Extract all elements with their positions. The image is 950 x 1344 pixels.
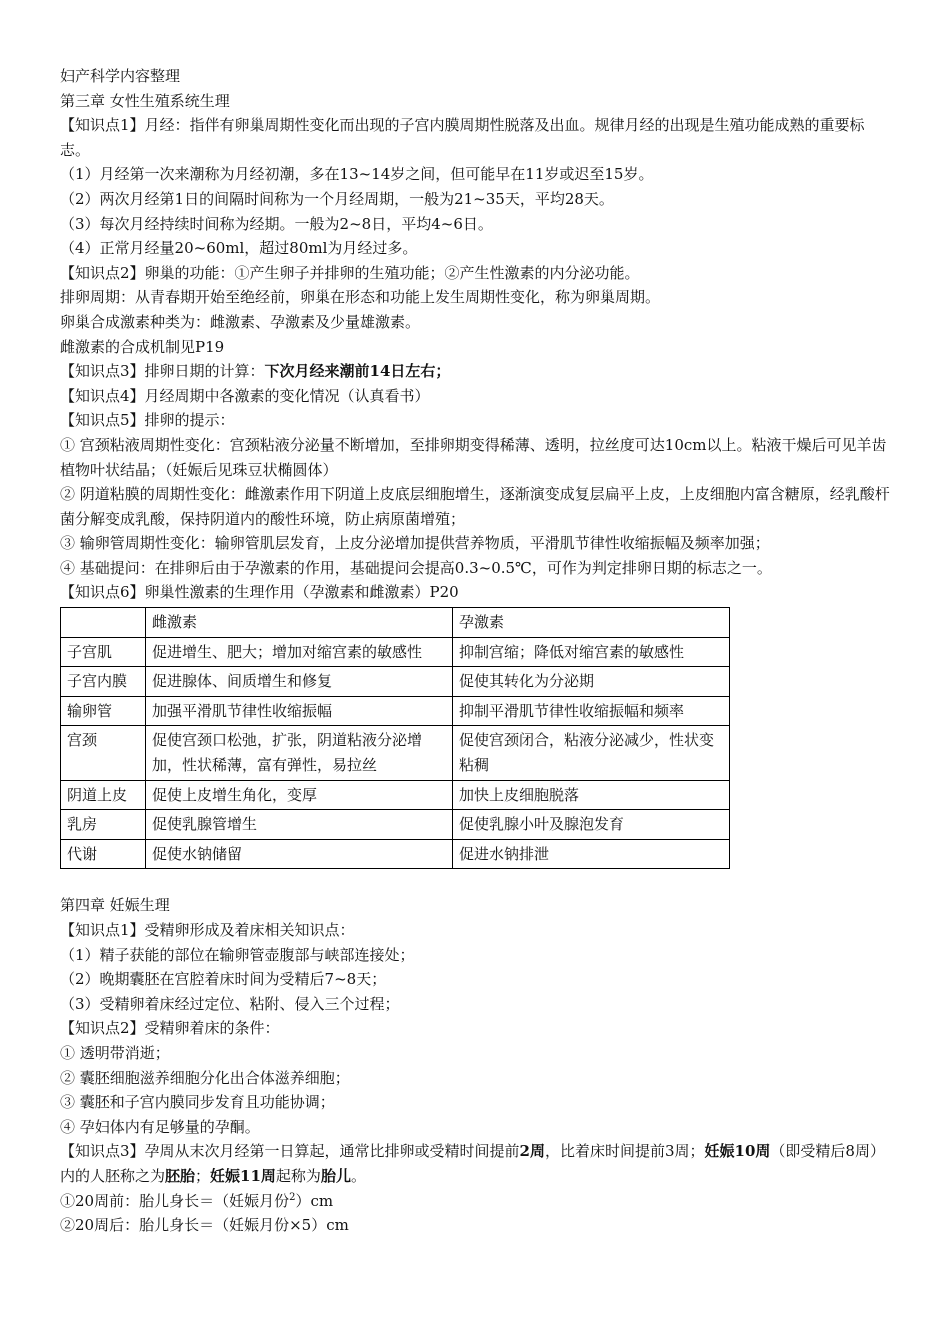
- formula-superscript: 2: [289, 1191, 296, 1203]
- table-cell: 促使宫颈口松弛，扩张，阴道粘液分泌增加，性状稀薄，富有弹性，易拉丝: [146, 726, 453, 780]
- table-cell: 代谢: [61, 839, 146, 869]
- table-header-cell: [61, 608, 146, 638]
- ch4-kp1-item: （1）精子获能的部位在输卵管壶腹部与峡部连接处；: [60, 945, 415, 964]
- ch3-kp3-text: 【知识点3】排卵日期的计算：: [60, 362, 265, 381]
- ch4-kp1-lead: 【知识点1】受精卵形成及着床相关知识点：: [60, 921, 355, 939]
- ch4-kp1-item: （2）晚期囊胚在宫腔着床时间为受精后7~8天；: [60, 970, 387, 989]
- section-spacer: [60, 869, 892, 893]
- ch3-kp1-item: （2）两次月经第1日的间隔时间称为一个月经周期，一般为21~35天，平均28天。: [60, 189, 614, 208]
- table-row: [61, 637, 730, 667]
- ch3-kp1-lead: 【知识点1】月经：指伴有卵巢周期性变化而出现的子宫内膜周期性脱落及出血。规律月经的出现是生殖功能成熟的重要标志。: [60, 116, 865, 159]
- table-row: [61, 780, 730, 810]
- table-cell: 加快上皮细胞脱落: [453, 780, 730, 810]
- ch3-kp2-line: 雌激素的合成机制见P19: [60, 337, 225, 356]
- table-cell: 乳房: [61, 810, 146, 840]
- table-cell: 促使水钠储留: [146, 839, 453, 869]
- ch4-kp1-item: （3）受精卵着床经过定位、粘附、侵入三个过程；: [60, 994, 400, 1013]
- table-cell: 促进腺体、间质增生和修复: [146, 667, 453, 697]
- table-cell: 输卵管: [61, 696, 146, 726]
- ch4-kp3-text: 【知识点3】孕周从末次月经第一日算起，通常比排卵或受精时间提前: [60, 1142, 520, 1161]
- table-header-cell: 雌激素: [146, 608, 453, 638]
- ch4-kp2-item: ④ 孕妇体内有足够量的孕酮。: [60, 1117, 260, 1136]
- ch4-kp3-text: 。: [350, 1166, 366, 1185]
- ch4-kp2-lead: 【知识点2】受精卵着床的条件：: [60, 1019, 280, 1038]
- table-header-row: [61, 608, 730, 638]
- document-title: 妇产科学内容整理: [60, 67, 181, 85]
- chapter-4-title: 第四章 妊娠生理: [60, 896, 170, 915]
- table-cell: 子宫肌: [61, 637, 146, 667]
- formula-text: ）cm: [295, 1191, 334, 1210]
- ch4-kp2-item: ① 透明带消逝；: [60, 1043, 170, 1062]
- ch4-kp3-bold: 胎儿: [320, 1166, 351, 1185]
- ch4-kp2-item: ② 囊胚细胞滋养细胞分化出合体滋养细胞；: [60, 1068, 350, 1087]
- ch3-kp5-item: ① 宫颈粘液周期性变化：宫颈粘液分泌量不断增加，至排卵期变得稀薄、透明，拉丝度可达10cm以上。粘液干燥后可见羊齿植物叶状结晶；（妊娠后见珠豆状椭圆体）: [60, 435, 887, 479]
- ch3-kp5-lead: 【知识点5】排卵的提示：: [60, 411, 235, 430]
- chapter-3-title: 第三章 女性生殖系统生理: [60, 91, 230, 110]
- ch4-kp3-bold: 2周: [519, 1142, 545, 1161]
- ch3-kp5-item: ④ 基础提问：在排卵后由于孕激素的作用，基础提问会提高0.3~0.5℃，可作为判定排卵日期的标志之一。: [60, 558, 772, 577]
- ch4-kp3-paragraph: [60, 1139, 892, 1188]
- table-cell: 促使乳腺管增生: [146, 810, 453, 840]
- ch4-kp3-bold: 胚胎: [165, 1166, 196, 1185]
- ch3-kp3: [60, 359, 892, 384]
- table-cell: 阴道上皮: [61, 780, 146, 810]
- ch4-kp3-formula-2: ②20周后：胎儿身长＝（妊娠月份×5）cm: [60, 1216, 349, 1235]
- ch3-kp5-item: ② 阴道粘膜的周期性变化：雌激素作用下阴道上皮底层细胞增生，逐渐演变成复层扁平上皮，上皮细胞内富含糖原，经乳酸杆菌分解变成乳酸，保持阴道内的酸性环境，防止病原菌增殖；: [60, 485, 890, 528]
- ch4-kp3-formula-1: [60, 1189, 892, 1214]
- ch3-kp1-item: （3）每次月经持续时间称为经期。一般为2~8日，平均4~6日。: [60, 214, 493, 233]
- hormone-effects-table: [60, 607, 730, 869]
- ch3-kp5-item: ③ 输卵管周期性变化：输卵管肌层发育，上皮分泌增加提供营养物质，平滑肌节律性收缩振幅及频率加强；: [60, 534, 770, 553]
- table-row: [61, 839, 730, 869]
- table-row: [61, 667, 730, 697]
- table-cell: 抑制平滑肌节律性收缩振幅和频率: [453, 696, 730, 726]
- table-cell: 促使乳腺小叶及腺泡发育: [453, 810, 730, 840]
- table-row: [61, 696, 730, 726]
- table-cell: 子宫内膜: [61, 667, 146, 697]
- table-cell: 促进水钠排泄: [453, 839, 730, 869]
- document-content: [60, 64, 892, 1238]
- table-cell: 抑制宫缩；降低对缩宫素的敏感性: [453, 637, 730, 667]
- table-cell: 促使其转化为分泌期: [453, 667, 730, 697]
- ch4-kp3-text: （即受精后8周）内的人胚称之为: [60, 1142, 885, 1185]
- ch3-kp3-bold: 下次月经来潮前14日左右；: [264, 362, 451, 381]
- ch4-kp3-text: ，比着床时间提前3周；: [544, 1142, 705, 1161]
- ch3-kp1-item: （4）正常月经量20~60ml，超过80ml为月经过多。: [60, 239, 418, 258]
- ch3-kp4: 【知识点4】月经周期中各激素的变化情况（认真看书）: [60, 386, 430, 405]
- ch3-kp2-line: 排卵周期：从青春期开始至绝经前，卵巢在形态和功能上发生周期性变化，称为卵巢周期。: [60, 288, 661, 307]
- ch3-kp1-item: （1）月经第一次来潮称为月经初潮，多在13~14岁之间，但可能早在11岁或迟至15岁。: [60, 165, 654, 184]
- table-row: [61, 810, 730, 840]
- table-cell: 加强平滑肌节律性收缩振幅: [146, 696, 453, 726]
- table-cell: 促使上皮增生角化，变厚: [146, 780, 453, 810]
- table-cell: 宫颈: [61, 726, 146, 780]
- ch4-kp3-text: 起称为: [275, 1166, 321, 1185]
- ch4-kp3-text: ；: [195, 1166, 211, 1185]
- ch4-kp3-bold: 妊娠11周: [210, 1166, 276, 1185]
- table-cell: 促进增生、肥大；增加对缩宫素的敏感性: [146, 637, 453, 667]
- formula-text: ①20周前：胎儿身长＝（妊娠月份: [60, 1191, 290, 1210]
- ch3-kp2-lead: 【知识点2】卵巢的功能：①产生卵子并排卵的生殖功能；②产生性激素的内分泌功能。: [60, 263, 640, 282]
- table-row: [61, 726, 730, 780]
- table-header-cell: 孕激素: [453, 608, 730, 638]
- ch3-kp2-line: 卵巢合成激素种类为：雌激素、孕激素及少量雄激素。: [60, 312, 421, 331]
- ch4-kp2-item: ③ 囊胚和子宫内膜同步发育且功能协调；: [60, 1093, 335, 1112]
- ch3-kp6-lead: 【知识点6】卵巢性激素的生理作用（孕激素和雌激素）P20: [60, 583, 459, 602]
- table-cell: 促使宫颈闭合，粘液分泌减少，性状变粘稠: [453, 726, 730, 780]
- ch4-kp3-bold: 妊娠10周: [704, 1142, 771, 1161]
